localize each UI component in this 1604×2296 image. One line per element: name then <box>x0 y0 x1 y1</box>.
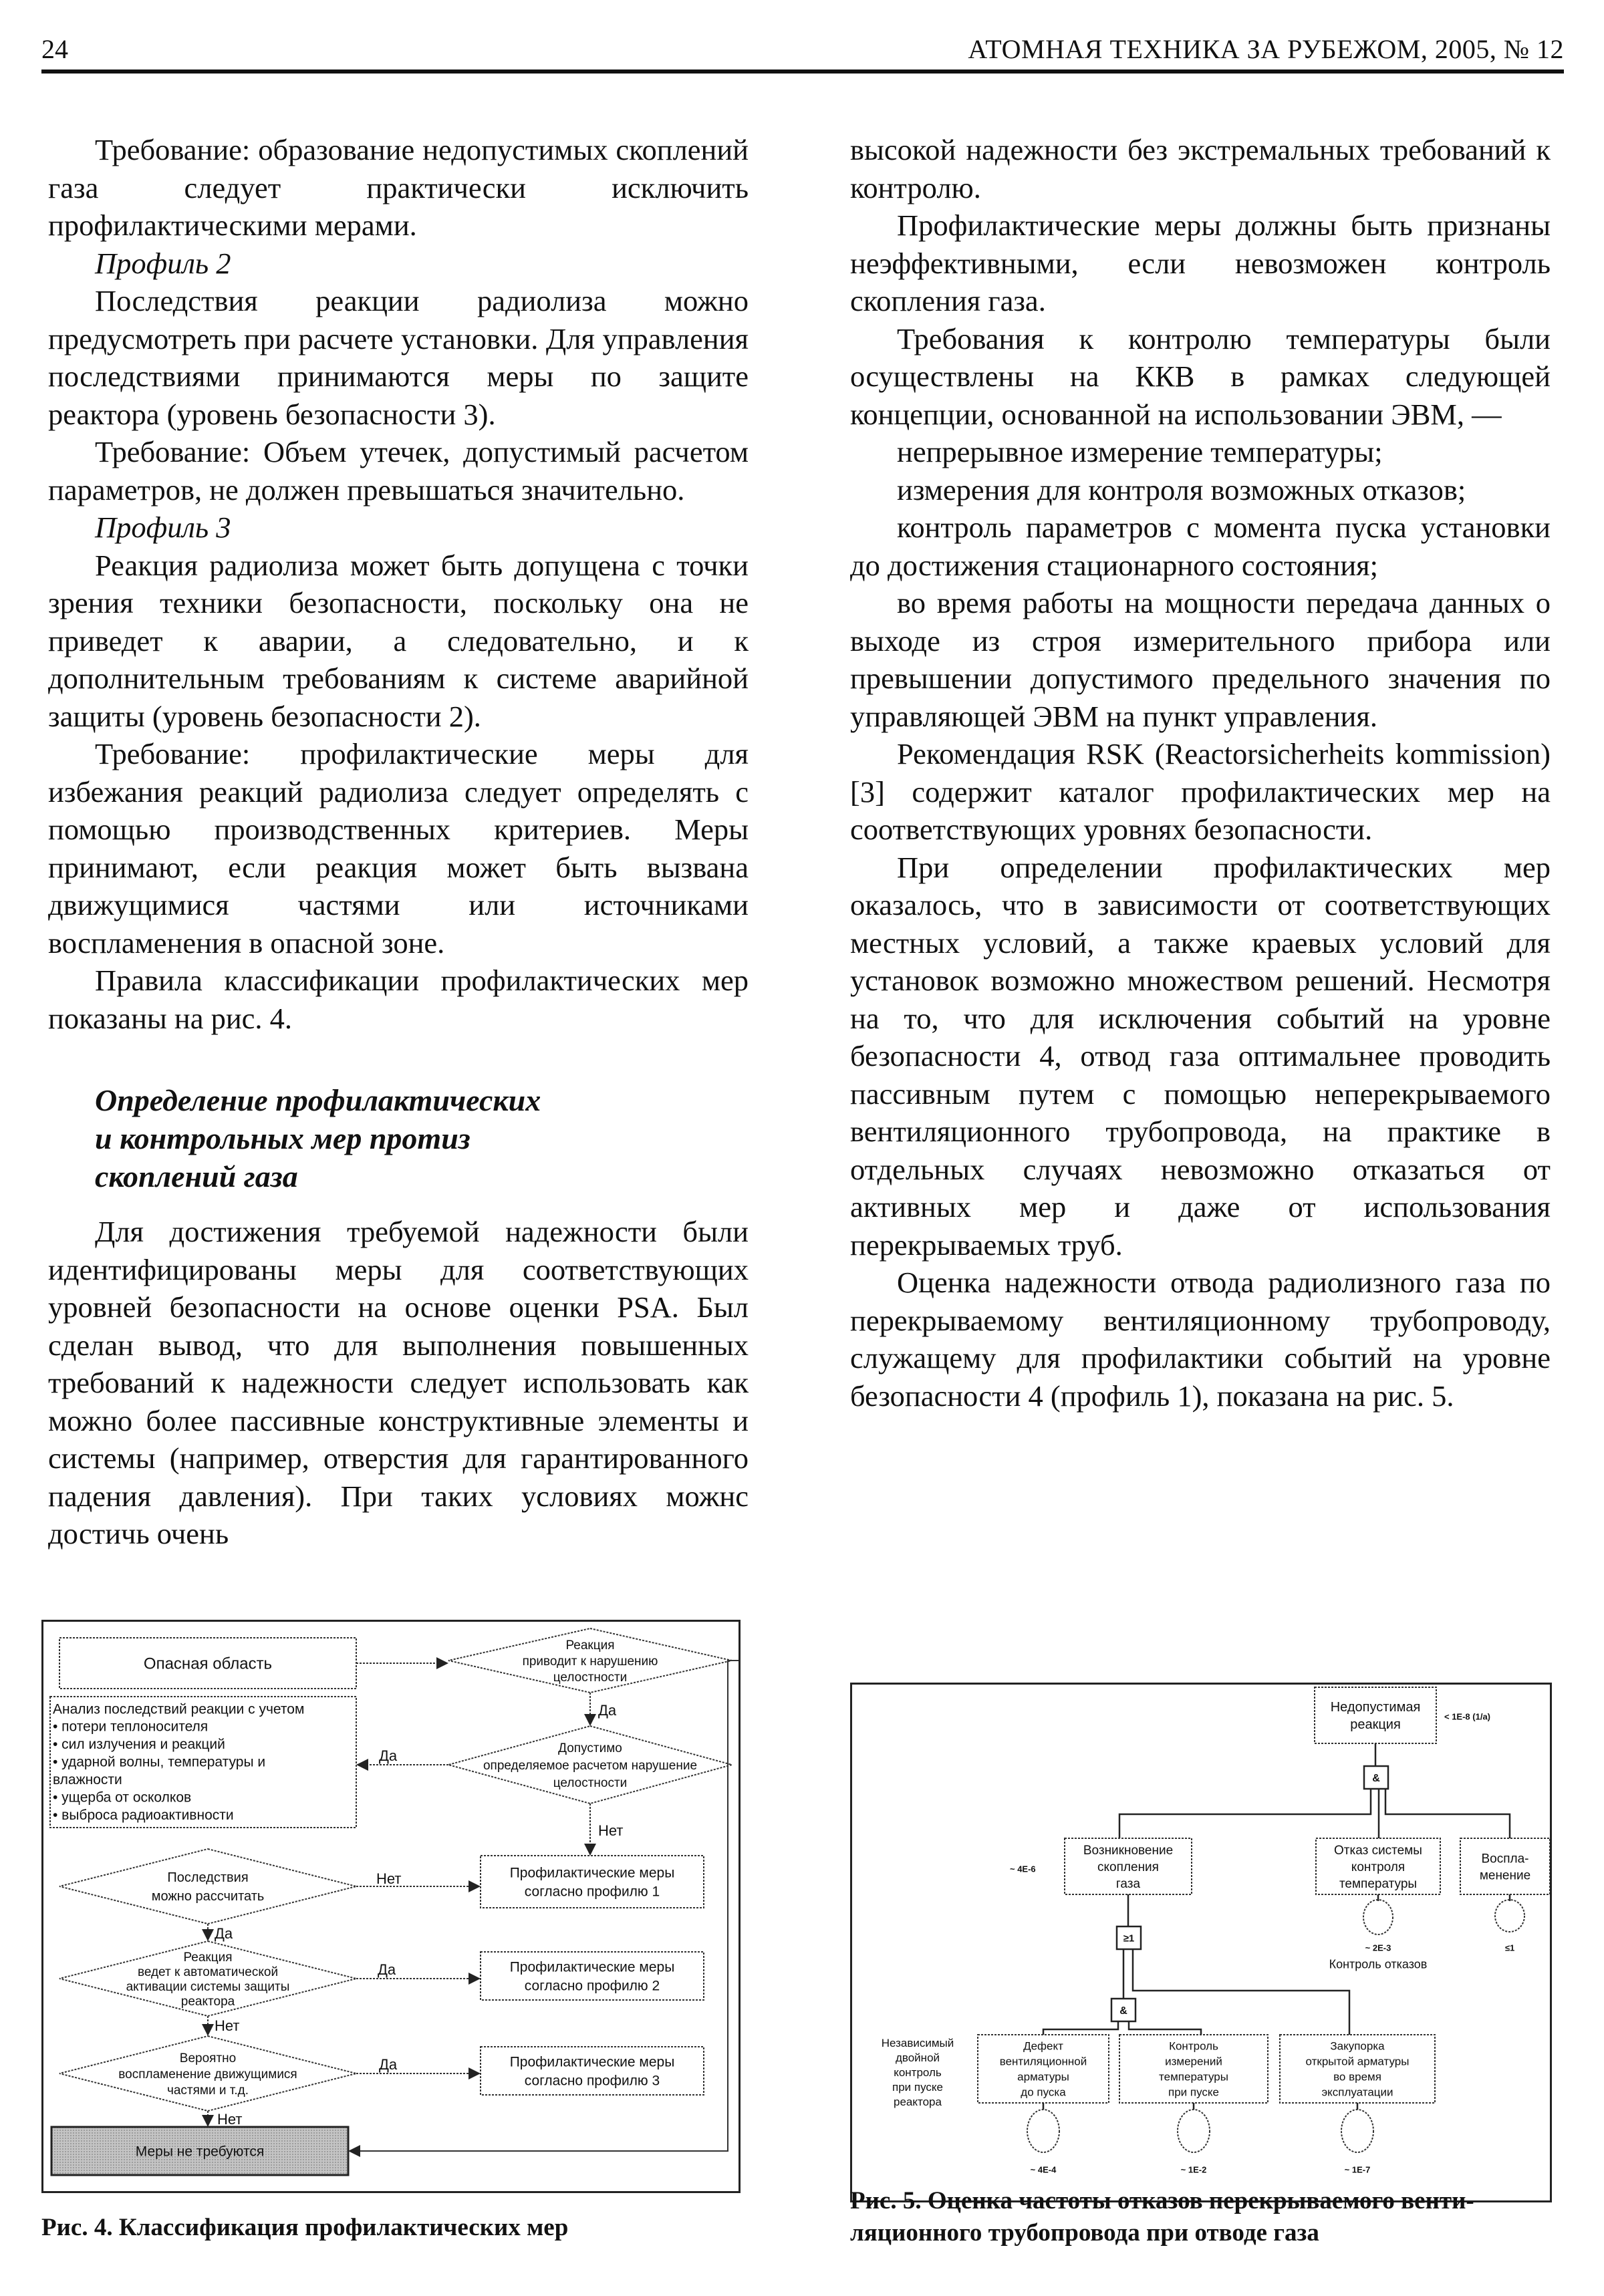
right-column <box>850 131 1551 1415</box>
analysis-item: • ударной волны, температуры и <box>53 1754 266 1770</box>
fault-control-label: Контроль отказов <box>1329 1957 1428 1971</box>
top-event-label: реакция <box>1350 1717 1401 1733</box>
section-title-line: скоплений газа <box>95 1159 298 1193</box>
temp-control-failure-label: Отказ системы <box>1334 1843 1422 1858</box>
analysis-item: влажности <box>53 1772 122 1788</box>
basic-event-circle <box>1027 2110 1059 2152</box>
analysis-item: • потери теплоносителя <box>53 1719 209 1735</box>
basic-event-value: ~ 1E-7 <box>1344 2164 1371 2175</box>
decision-integrity-label: Реакция <box>565 1638 615 1653</box>
gas-accumulation-value: ~ 4E-6 <box>1010 1864 1036 1874</box>
header-rule <box>41 69 1564 74</box>
gas-accumulation-label: Возникновение <box>1083 1843 1174 1858</box>
decision-ignition-label: частями и т.д. <box>166 2083 249 2098</box>
figure-5-fault-tree <box>850 1683 1552 2202</box>
temp-control-failure-value: ~ 2E-3 <box>1365 1943 1391 1953</box>
paragraph: Требования к контролю температуры были осуществлены на ККВ в рамках следующей концепции, основанной на использовании ЭВМ, — <box>850 321 1551 431</box>
gas-accumulation-label: скопления <box>1097 1860 1159 1874</box>
section-title-line: Определение профилактических <box>95 1083 541 1117</box>
connector <box>1129 2021 1201 2035</box>
analysis-title: Анализ последствий реакции с учетом <box>53 1701 305 1717</box>
ignition-label: Воспла- <box>1481 1852 1529 1866</box>
valve-defect-label: Дефект <box>1023 2039 1063 2053</box>
list-item: измерения для контроля возможных отказов; <box>897 472 1466 507</box>
profile-2-heading: Профиль 2 <box>95 246 231 280</box>
top-event-box <box>1315 1687 1436 1743</box>
figure-4-flowchart <box>41 1620 741 2193</box>
decision-ignition-label: воспламенение движущимися <box>118 2067 297 2082</box>
decision-integrity-label: целостности <box>553 1670 628 1685</box>
flowchart-svg <box>43 1622 739 2191</box>
decision-auto-scram-label: активации системы защиты <box>126 1979 290 1994</box>
blockage-label: эксплуатации <box>1321 2086 1393 2099</box>
section-title <box>95 1081 749 1195</box>
profile-1-label: согласно профилю 1 <box>524 1884 660 1900</box>
top-event-label: Недопустимая <box>1330 1700 1421 1715</box>
paragraph: Требование: профилактические меры для избежания реакций радиолиза следует определять с помощью производственных критериев. Меры принимают, если реакция может быть вызвана движущимися частями или источниками воспламенения в опасной зоне. <box>48 737 749 960</box>
analysis-item: • сил излучения и реакций <box>53 1737 225 1753</box>
paragraph: Последствия реакции радиолиза можно предусмотреть при расчете установки. Для управления последствиями принимаются меры по защите реактора (уровень безопасности 3). <box>48 284 749 431</box>
independent-control-label: реактора <box>894 2096 942 2109</box>
and-gate-label: & <box>1372 1772 1380 1784</box>
branch-label: Да <box>598 1701 617 1719</box>
analysis-item: • ущерба от осколков <box>53 1789 192 1806</box>
connector <box>1043 2021 1118 2035</box>
basic-event-circle <box>1495 1900 1524 1932</box>
connector <box>1119 1789 1371 1838</box>
valve-defect-label: арматуры <box>1017 2070 1069 2084</box>
profile-1-box <box>481 1856 704 1908</box>
no-measures-label: Меры не требуются <box>135 2144 265 2160</box>
top-event-value: < 1E-8 (1/a) <box>1444 1711 1491 1722</box>
paragraph: Профилактические меры должны быть признаны неэффективными, если невозможен контроль скопления газа. <box>850 208 1551 317</box>
profile-3-heading: Профиль 3 <box>95 511 231 544</box>
ignition-box <box>1460 1838 1550 1894</box>
valve-defect-label: до пуска <box>1021 2086 1066 2099</box>
independent-control-label: Независимый <box>881 2037 954 2050</box>
profile-2-label: согласно профилю 2 <box>524 1978 660 1994</box>
decision-integrity-label: приводит к нарушению <box>522 1654 658 1669</box>
section-title-line: и контрольных мер протиз <box>95 1121 471 1155</box>
paragraph: Рекомендация RSK (Reactorsicherheits kommission) [3] содержит каталог профилактических мер на соответствующих уровнях безопасности. <box>850 737 1551 846</box>
ignition-value: ≤1 <box>1504 1943 1515 1953</box>
ignition-label: менение <box>1479 1868 1531 1883</box>
connector <box>1385 1789 1510 1838</box>
paragraph: При определении профилактических мер оказалось, что в зависимости от соответствующих местных условий, а также краевых условий для установок возможно множеством решений. Несмотря на то, что для исключения событий на уровне безопасности 4, отвод газа оптимальнее проводить пассивным путем с помощью неперекрываемого вентиляционного трубопровода, на практике в отдельных случаях невозможно отказаться от активных мер и даже от использования перекрываемых труб. <box>850 850 1551 1262</box>
and-gate-label: & <box>1119 2005 1127 2017</box>
basic-event-value: ~ 1E-2 <box>1180 2164 1207 2175</box>
paragraph: Требование: Объем утечек, допустимый расчетом параметров, не должен превышаться значительно. <box>48 435 749 507</box>
measurement-control-label: температуры <box>1159 2070 1228 2084</box>
figure-5-caption <box>850 2185 1559 2249</box>
paragraph: высокой надежности без экстремальных требований к контролю. <box>850 133 1551 204</box>
left-column <box>48 131 749 1553</box>
decision-auto-scram-label: ведет к автоматической <box>137 1965 279 1979</box>
paragraph: Для достижения требуемой надежности были идентифицированы меры для соответствующих уровней безопасности на основе оценки PSA. Был сделан вывод, что для выполнения повышенных требований к надежности следует использовать как можно более пассивные конструктивные элементы и системы (например, отверстия для гарантированного падения давления). При таких условиях можнс достичь очень <box>48 1215 749 1550</box>
blockage-label: во время <box>1333 2070 1381 2084</box>
branch-label: Нет <box>376 1870 402 1887</box>
branch-label: Да <box>378 1961 396 1978</box>
valve-defect-label: вентиляционной <box>999 2055 1087 2068</box>
analysis-item: • выброса радиоактивности <box>53 1808 234 1824</box>
decision-allowable-label: определяемое расчетом нарушение <box>483 1758 698 1773</box>
branch-label: Да <box>379 1747 398 1764</box>
decision-calculable-label: Последствия <box>167 1870 249 1886</box>
decision-ignition-label: Вероятно <box>179 2051 237 2065</box>
basic-event-circle <box>1341 2110 1373 2152</box>
page-number: 24 <box>41 34 68 64</box>
or-gate-label: ≥1 <box>1123 1932 1135 1945</box>
caption-line: Рис. 5. Оценка частоты отказов перекрываемого венти- <box>850 2187 1474 2214</box>
paragraph: Реакция радиолиза может быть допущена с точки зрения техники безопасности, поскольку она не приведет к аварии, а следовательно, и к дополнительным требованиям к системе аварийной защиты (уровень безопасности 2). <box>48 548 749 733</box>
fault-tree-svg <box>852 1685 1550 2200</box>
blockage-label: Закупорка <box>1330 2039 1385 2053</box>
profile-2-label: Профилактические меры <box>509 1959 675 1975</box>
decision-calculable-diamond <box>59 1849 356 1924</box>
decision-calculable-label: можно рассчитать <box>151 1889 265 1904</box>
branch-label: Да <box>215 1924 233 1942</box>
list-item: во время работы на мощности передача данных о выходе из строя измерительного прибора или превышении допустимого предельного значения по управляющей ЭВМ на пункт управления. <box>850 586 1551 733</box>
profile-3-label: Профилактические меры <box>509 2054 675 2070</box>
measurement-control-label: при пуске <box>1168 2086 1219 2099</box>
independent-control-label: при пуске <box>892 2081 943 2094</box>
figure-4-caption: Рис. 4. Классификация профилактических мер <box>41 2214 569 2241</box>
paragraph: Требование: образование недопустимых скоплений газа следует практически исключить профилактическими мерами. <box>48 133 749 242</box>
decision-allowable-label: Допустимо <box>558 1741 622 1755</box>
independent-control-label: двойной <box>895 2051 940 2065</box>
basic-event-value: ~ 4E-4 <box>1030 2164 1057 2175</box>
measurement-control-label: Контроль <box>1169 2039 1218 2053</box>
page-header <box>41 27 1564 74</box>
independent-control-label: контроль <box>894 2066 942 2079</box>
list-item: непрерывное измерение температуры; <box>897 435 1383 468</box>
profile-3-label: согласно профилю 3 <box>524 2073 660 2089</box>
basic-event-circle <box>1178 2110 1210 2152</box>
hazard-zone-label: Опасная область <box>143 1655 273 1673</box>
blockage-label: открытой арматуры <box>1305 2055 1410 2068</box>
branch-label: Да <box>379 2055 398 2073</box>
decision-auto-scram-label: Реакция <box>183 1950 233 1965</box>
journal-title: АТОМНАЯ ТЕХНИКА ЗА РУБЕЖОМ, 2005, № 12 <box>968 34 1564 64</box>
decision-auto-scram-label: реактора <box>180 1994 235 2009</box>
caption-line: ляционного трубопровода при отводе газа <box>850 2219 1319 2247</box>
branch-label: Нет <box>217 2110 243 2128</box>
paragraph: Оценка надежности отвода радиолизного газа по перекрываемому вентиляционному трубопроводу, служащему для профилактики событий на уровне безопасности 4 (профиль 1), показана на рис. 5. <box>850 1266 1551 1413</box>
gas-accumulation-label: газа <box>1115 1876 1141 1891</box>
temp-control-failure-label: контроля <box>1351 1860 1406 1874</box>
temp-control-failure-label: температуры <box>1339 1876 1418 1891</box>
basic-event-circle <box>1363 1900 1393 1934</box>
decision-allowable-label: целостности <box>553 1775 628 1790</box>
profile-1-label: Профилактические меры <box>509 1865 675 1881</box>
branch-label: Нет <box>215 2017 240 2034</box>
branch-label: Нет <box>598 1822 624 1839</box>
measurement-control-label: измерений <box>1165 2055 1222 2068</box>
connector <box>1133 1949 1349 2035</box>
list-item: контроль параметров с момента пуска установки до достижения стационарного состояния; <box>850 511 1551 582</box>
paragraph: Правила классификации профилактических мер показаны на рис. 4. <box>48 964 749 1035</box>
